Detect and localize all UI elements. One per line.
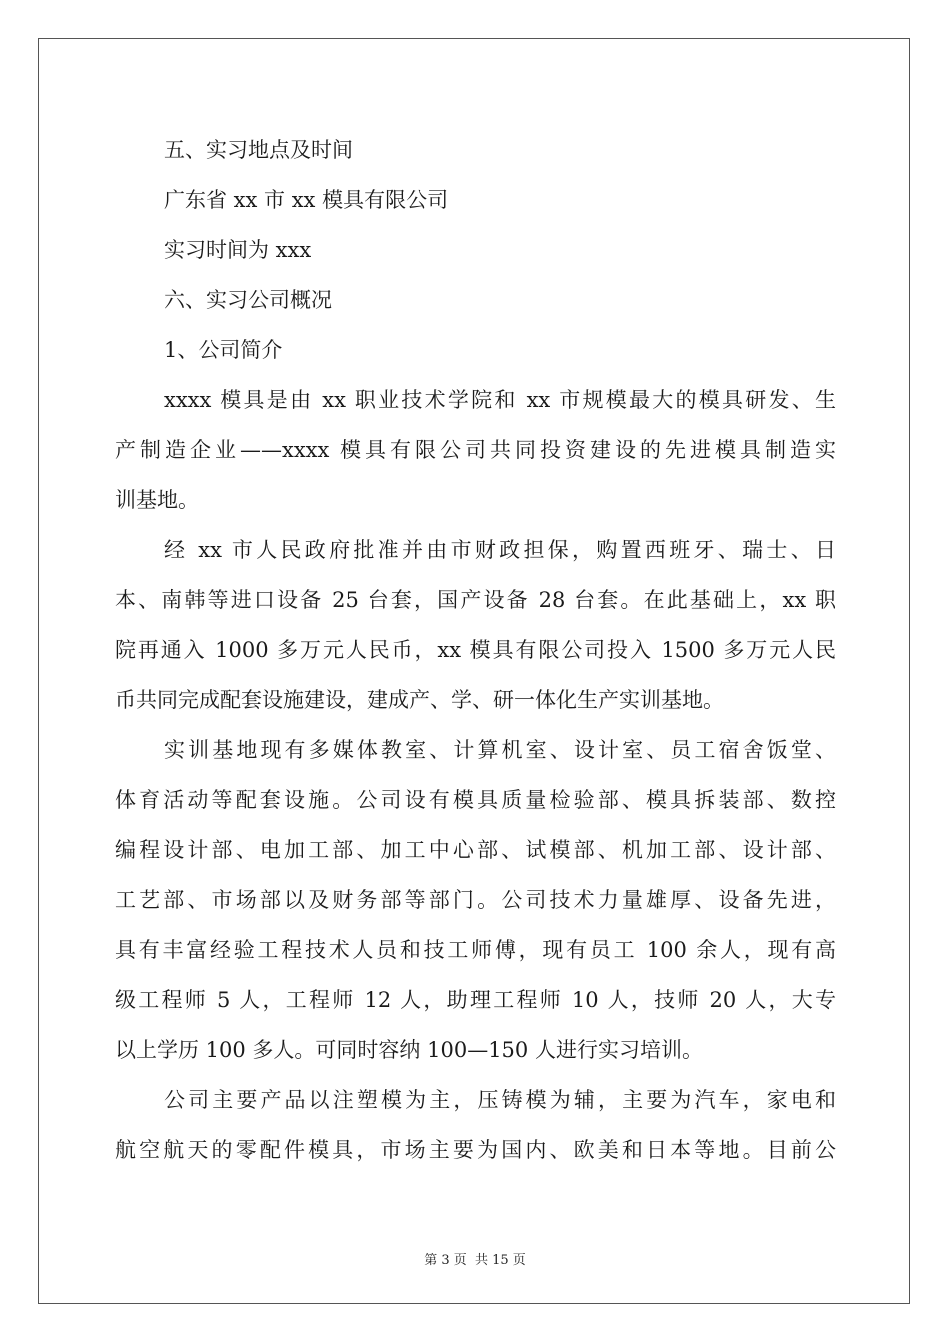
document-body (115, 125, 836, 1175)
text-line: 体育活动等配套设施。公司设有模具质量检验部、模具拆装部、数控 (115, 788, 836, 812)
page-footer (0, 1249, 950, 1268)
page-number: 第 3 页 (424, 1253, 467, 1268)
text-line: 训基地。 (115, 488, 199, 512)
text-line: 广东省 xx 市 xx 模具有限公司 (164, 188, 449, 212)
text-line: 具有丰富经验工程技术人员和技工师傅，现有员工 100 余人，现有高 (115, 938, 836, 962)
text-line: 经 xx 市人民政府批准并由市财政担保，购置西班牙、瑞士、日 (164, 538, 836, 562)
text-line: 编程设计部、电加工部、加工中心部、试模部、机加工部、设计部、 (115, 838, 836, 862)
text-line: 产制造企业——xxxx 模具有限公司共同投资建设的先进模具制造实 (115, 438, 836, 462)
text-line: 航空航天的零配件模具，市场主要为国内、欧美和日本等地。目前公 (115, 1138, 836, 1162)
text-line: 级工程师 5 人，工程师 12 人，助理工程师 10 人，技师 20 人，大专 (115, 988, 836, 1012)
text-line: 本、南韩等进口设备 25 台套，国产设备 28 台套。在此基础上，xx 职 (115, 588, 836, 612)
text-line: 六、实习公司概况 (164, 288, 332, 312)
text-line: 院再通入 1000 多万元人民币，xx 模具有限公司投入 1500 多万元人民 (115, 638, 836, 662)
text-line: 工艺部、市场部以及财务部等部门。公司技术力量雄厚、设备先进， (115, 888, 836, 912)
text-line: 五、实习地点及时间 (164, 138, 353, 162)
text-line: 以上学历 100 多人。可同时容纳 100—150 人进行实习培训。 (115, 1038, 703, 1062)
text-line: 实训基地现有多媒体教室、计算机室、设计室、员工宿舍饭堂、 (164, 738, 836, 762)
text-line: 公司主要产品以注塑模为主，压铸模为辅，主要为汽车，家电和 (164, 1088, 836, 1112)
text-line: 实习时间为 xxx (164, 238, 312, 262)
text-line: xxxx 模具是由 xx 职业技术学院和 xx 市规模最大的模具研发、生 (164, 388, 836, 412)
text-line: 币共同完成配套设施建设，建成产、学、研一体化生产实训基地。 (115, 688, 724, 712)
page-total: 共 15 页 (474, 1253, 526, 1268)
text-line: 1、公司简介 (164, 338, 283, 362)
